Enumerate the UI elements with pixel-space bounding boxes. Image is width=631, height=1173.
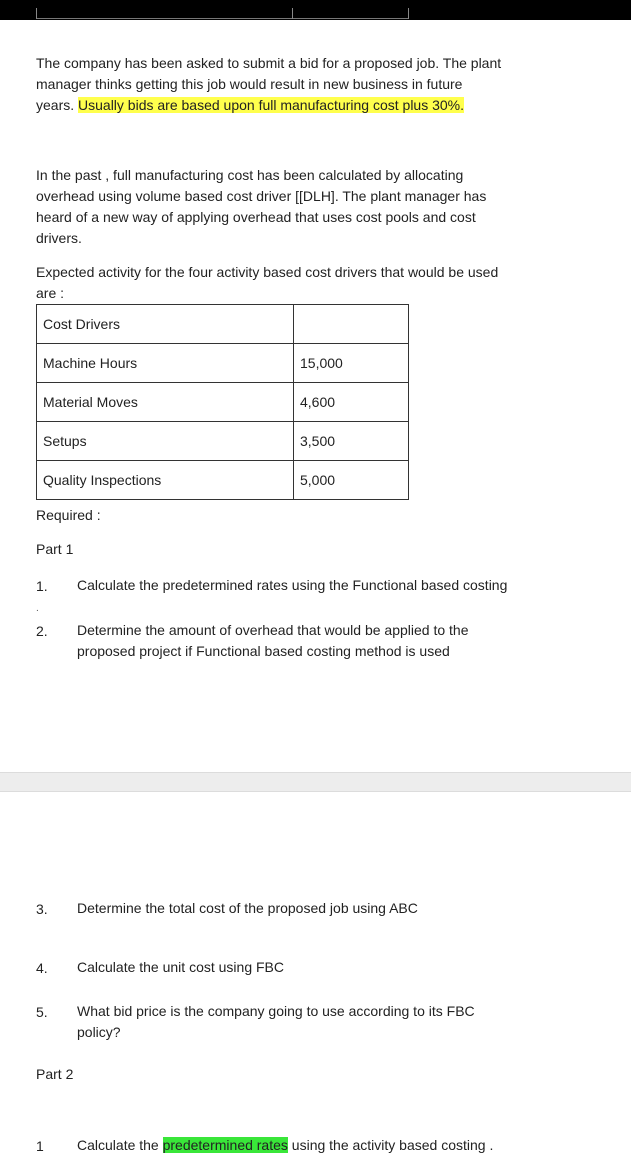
driver-cell: Setups — [37, 422, 294, 461]
item-number: 3. — [36, 901, 48, 917]
intro-line-1: The company has been asked to submit a bid for a proposed job. The plant — [36, 55, 502, 71]
item-number: 2. — [36, 623, 48, 639]
item-text-line: What bid price is the company going to use according to its FBC — [77, 1003, 475, 1019]
part-2-item-text — [77, 1135, 577, 1156]
item-text-line: policy? — [77, 1024, 121, 1040]
item-text — [77, 620, 577, 662]
predetermined-rates-highlight: predetermined rates — [162, 1137, 288, 1153]
item-text: Determine the total cost of the proposed job using ABC — [77, 900, 418, 916]
past-paragraph — [36, 165, 486, 249]
value-cell: 15,000 — [294, 344, 409, 383]
part-1-heading: Part 1 — [36, 541, 74, 557]
value-cell: 3,500 — [294, 422, 409, 461]
past-line-1: In the past , full manufacturing cost has been calculated by allocating — [36, 167, 464, 183]
top-black-bar — [0, 0, 631, 20]
table-row — [37, 383, 409, 422]
item-text: Calculate the predetermined rates using the Functional based costing — [77, 577, 508, 593]
table-header-cell: Cost Drivers — [37, 305, 294, 344]
past-line-4: drivers. — [36, 230, 82, 246]
required-label: Required : — [36, 507, 101, 523]
item-number: 1. — [36, 578, 48, 594]
item-number: 1 — [36, 1138, 44, 1154]
item-text-line: Determine the amount of overhead that would be applied to the — [77, 622, 469, 638]
expected-line-1: Expected activity for the four activity based cost drivers that would be used — [36, 264, 499, 280]
table-row — [37, 461, 409, 500]
part-2-item-prefix: Calculate the — [77, 1137, 163, 1153]
intro-line-3-text: years. — [36, 97, 75, 113]
intro-line-2: manager thinks getting this job would result in new business in future — [36, 76, 463, 92]
part-2-heading: Part 2 — [36, 1066, 74, 1082]
driver-cell: Material Moves — [37, 383, 294, 422]
table-edge-tick — [36, 8, 37, 19]
item-text: Calculate the unit cost using FBC — [77, 959, 284, 975]
expected-line-2: are : — [36, 285, 65, 301]
past-line-2: overhead using volume based cost driver [[DLH]. The plant manager has — [36, 188, 487, 204]
part-2-item-suffix: using the activity based costing . — [287, 1137, 494, 1153]
table-header-row — [37, 305, 409, 344]
item-number: 4. — [36, 960, 48, 976]
bid-policy-highlight: Usually bids are based upon full manufacturing cost plus 30%. — [78, 97, 465, 113]
table-row — [37, 422, 409, 461]
item-text-line: proposed project if Functional based costing method is used — [77, 643, 450, 659]
stray-dot: . — [36, 603, 39, 614]
intro-paragraph — [36, 53, 501, 116]
table-edge-tick — [408, 8, 409, 19]
table-edge-line — [36, 18, 409, 19]
driver-cell: Quality Inspections — [37, 461, 294, 500]
table-row — [37, 344, 409, 383]
value-cell: 5,000 — [294, 461, 409, 500]
item-number: 5. — [36, 1004, 48, 1020]
intro-line-3 — [36, 95, 501, 116]
page-break — [0, 772, 631, 792]
item-text — [77, 1001, 577, 1043]
expected-paragraph — [36, 262, 498, 304]
table-edge-tick — [292, 8, 293, 19]
driver-cell: Machine Hours — [37, 344, 294, 383]
past-line-3: heard of a new way of applying overhead that uses cost pools and cost — [36, 209, 476, 225]
value-cell: 4,600 — [294, 383, 409, 422]
cost-drivers-table — [36, 304, 409, 500]
table-header-empty-cell — [294, 305, 409, 344]
